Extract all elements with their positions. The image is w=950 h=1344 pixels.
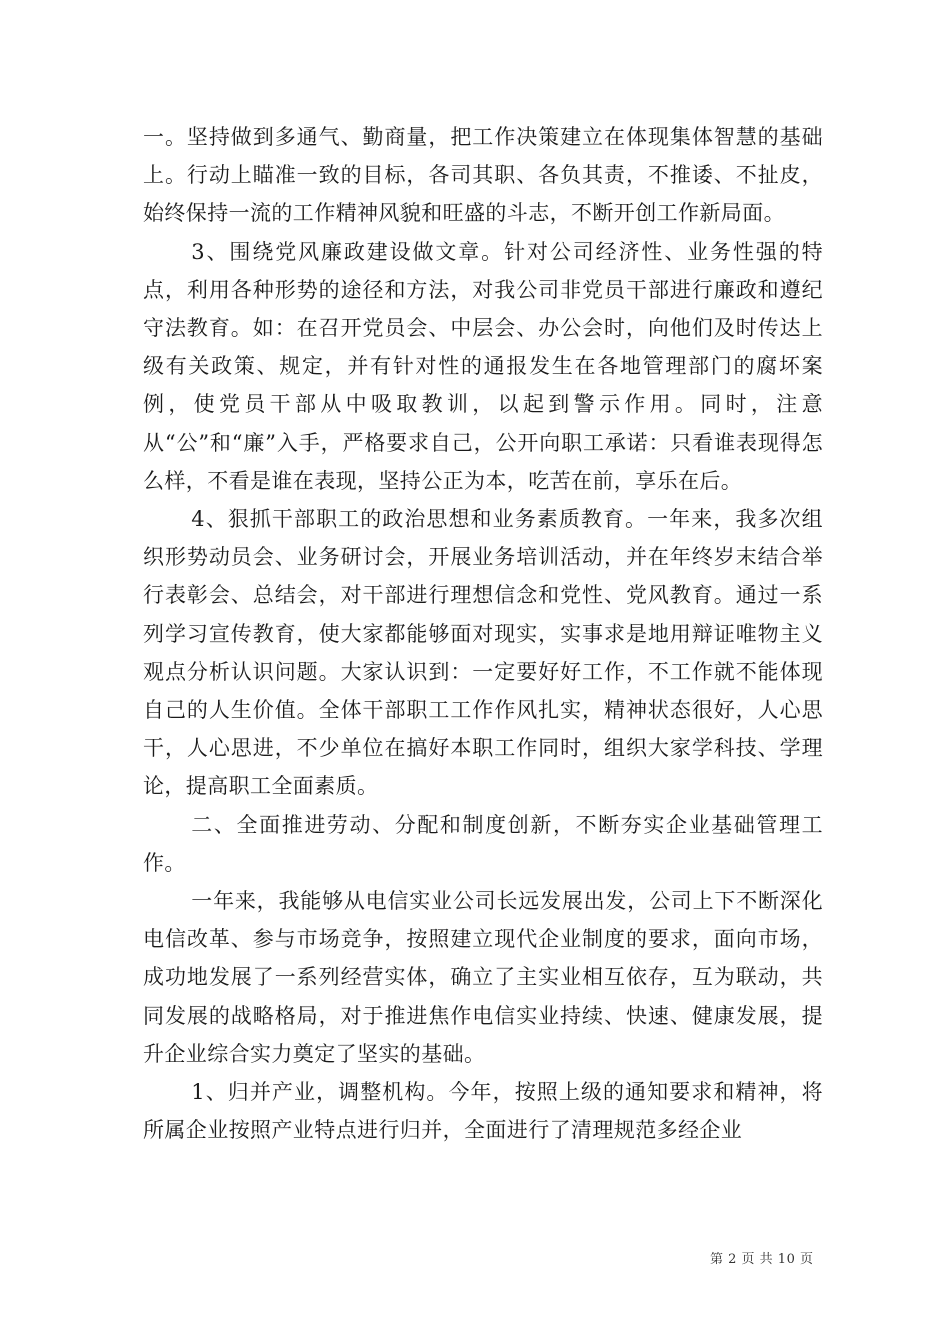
paragraph-point-3: 3、围绕党风廉政建设做文章。针对公司经济性、业务性强的特点，利用各种形势的途径和方法，对我公司非党员干部进行廉政和遵纪守法教育。如：在召开党员会、中层会、办公会时，向他们及时传达上级有关政策、规定，并有针对性的通报发生在各地管理部门的腐坏案例，使党员干部从中吸取教训，以起到警示作用。同时，注意从“公”和“廉”入手，严格要求自己，公开向职工承诺：只看谁表现得怎么样，不看是谁在表现，坚持公正为本，吃苦在前，享乐在后。 xyxy=(143,239,823,493)
page-number: 第 2 页 共 10 页 xyxy=(710,1252,814,1267)
paragraph-point-1: 1、归并产业，调整机构。今年，按照上级的通知要求和精神，将所属企业按照产业特点进行归并，全面进行了清理规范多经企业 xyxy=(143,1080,823,1143)
paragraph-point-4: 4、狠抓干部职工的政治思想和业务素质教育。一年来，我多次组织形势动员会、业务研讨会，开展业务培训活动，并在年终岁末结合举行表彰会、总结会，对干部进行理想信念和党性、党风教育。通过一系列学习宣传教育，使大家都能够面对现实，实事求是地用辩证唯物主义观点分析认识问题。大家认识到：一定要好好工作，不工作就不能体现自己的人生价值。全体干部职工工作作风扎实，精神状态很好，人心思干，人心思进，不少单位在搞好本职工作同时，组织大家学科技、学理论，提高职工全面素质。 xyxy=(143,507,823,799)
paragraph-section-intro: 一年来，我能够从电信实业公司长远发展出发，公司上下不断深化电信改革、参与市场竞争，按照建立现代企业制度的要求，面向市场，成功地发展了一系列经营实体，确立了主实业相互依存，互为联动，共同发展的战略格局，对于推进焦作电信实业持续、快速、健康发展，提升企业综合实力奠定了坚实的基础。 xyxy=(143,889,823,1066)
paragraph-continuation: 一。坚持做到多通气、勤商量，把工作决策建立在体现集体智慧的基础上。行动上瞄准一致的目标，各司其职、各负其责，不推诿、不扯皮，始终保持一流的工作精神风貌和旺盛的斗志，不断开创工作新局面。 xyxy=(143,125,823,226)
section-heading-2: 二、全面推进劳动、分配和制度创新，不断夯实企业基础管理工作。 xyxy=(143,812,823,875)
document-body xyxy=(143,118,823,1149)
